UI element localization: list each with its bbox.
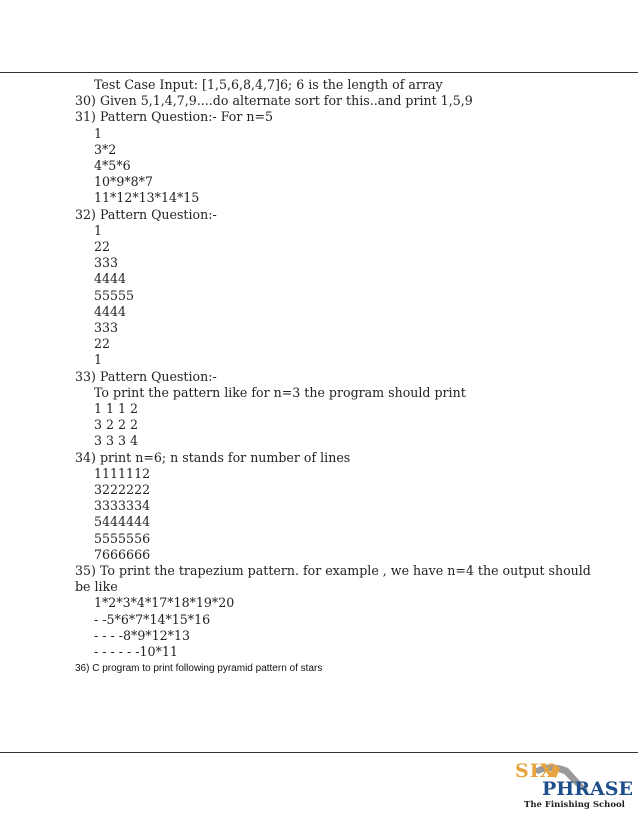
logo-word-six: SIX [515,760,556,782]
document-line: 1 [94,352,103,368]
document-line: 4*5*6 [94,158,131,173]
document-line: 4444 [94,303,127,319]
sixphrase-logo [510,758,633,816]
document-line: 32) Pattern Question:- [75,206,217,222]
document-line: 1111112 [94,465,151,481]
document-line: 1*2*3*4*17*18*19*20 [94,595,235,611]
document-line: 1 1 1 2 [94,401,139,416]
document-line: 35) To print the trapezium pattern. for example , we have n=4 the output should [75,563,591,578]
document-line: 22 [94,239,111,254]
logo-tagline: The Finishing School [524,800,625,810]
document-line: - -5*6*7*14*15*16 [94,611,211,627]
document-line: 333 [94,320,119,335]
logo-word-phrase: PHRASE [542,778,633,800]
document-line: 3333334 [94,498,151,514]
document-line: 7666666 [94,546,151,562]
document-line: - - - - - -10*11 [94,644,178,659]
document-line: 33) Pattern Question:- [75,368,217,384]
bottom-rule [0,752,638,753]
document-line: 31) Pattern Question:- For n=5 [75,109,274,125]
document-line: 11*12*13*14*15 [94,190,200,206]
document-line: 1 [94,125,103,141]
document-line: 1 [94,222,103,238]
document-line: To print the pattern like for n=3 the program should print [94,384,466,400]
document-line: 3 3 3 4 [94,433,139,449]
document-line: 34) print n=6; n stands for number of lines [75,449,351,465]
document-line: 3 2 2 2 [94,417,139,433]
document-line: 30) Given 5,1,4,7,9....do alternate sort for this..and print 1,5,9 [75,93,473,109]
document-line: Test Case Input: [1,5,6,8,4,7]6; 6 is the length of array [94,77,443,92]
document-line: 10*9*8*7 [94,174,153,190]
document-line: be like [75,579,118,595]
document-line: 5555556 [94,530,151,546]
document-line: 3222222 [94,482,151,497]
document-line: 4444 [94,271,127,287]
document-line: 333 [94,255,119,271]
document-line: - - - -8*9*12*13 [94,627,190,643]
document-line: 55555 [94,287,135,303]
top-rule [0,72,638,73]
document-line: 3*2 [94,141,117,157]
document-line: 22 [94,336,111,352]
question-36-line: 36) C program to print following pyramid pattern of stars [75,663,323,674]
document-line: 5444444 [94,514,151,530]
